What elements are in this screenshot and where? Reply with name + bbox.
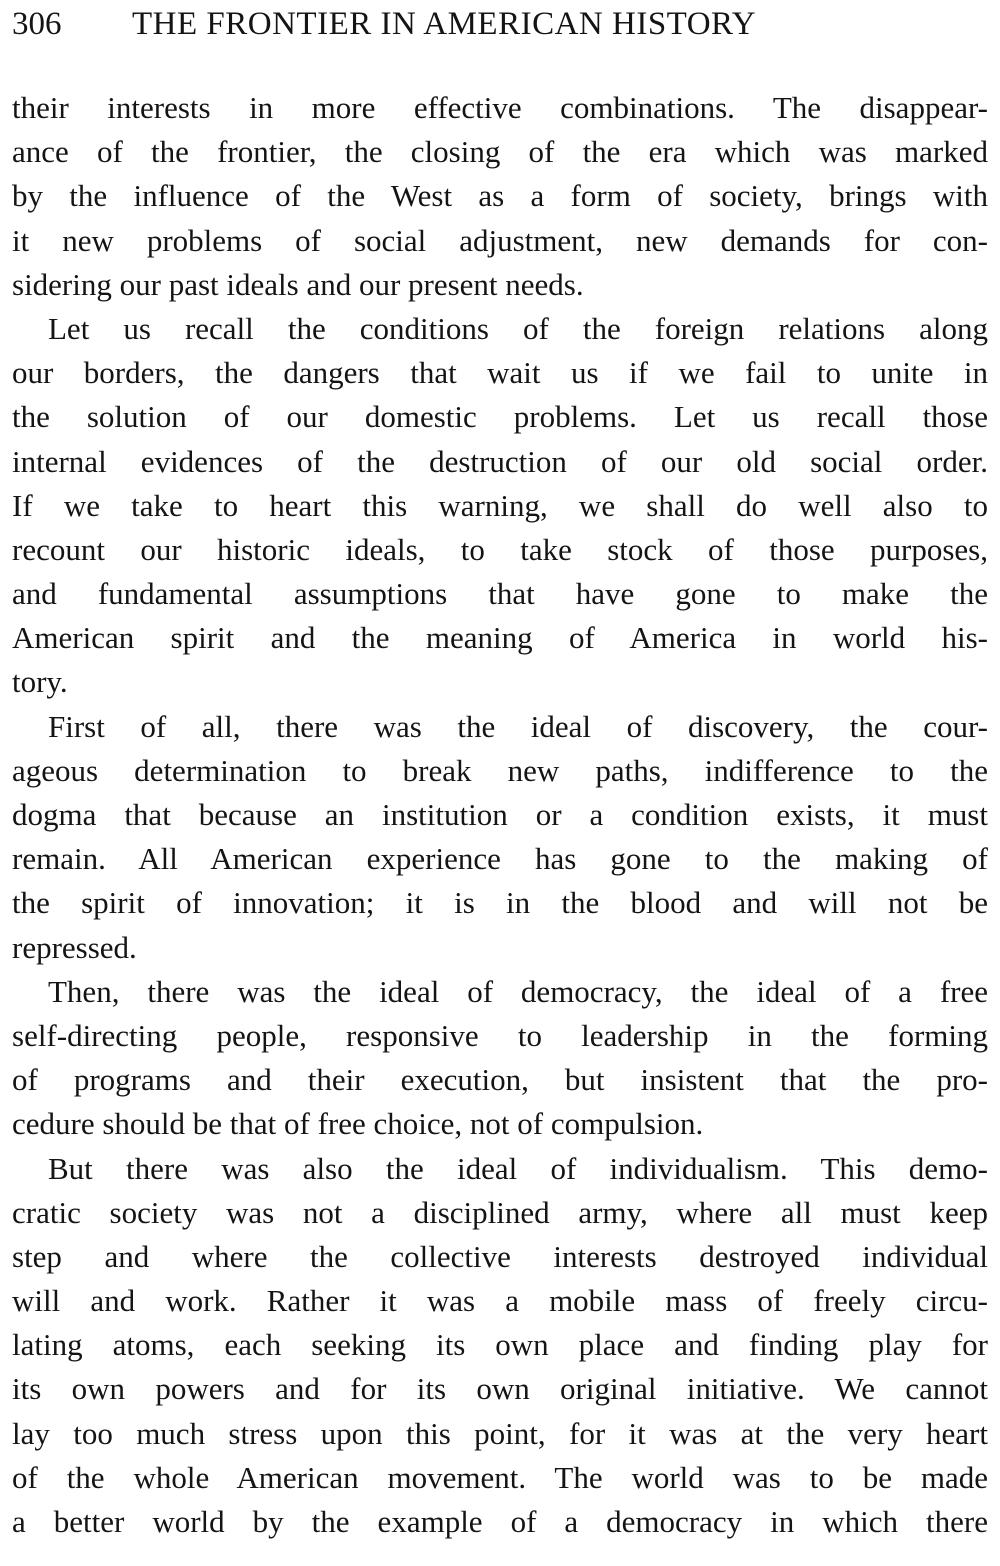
text-line: will and work. Rather it was a mobile mass of freely circu-: [12, 1283, 988, 1319]
body-text: [12, 86, 988, 1544]
text-line: of programs and their execution, but insistent that the pro-: [12, 1062, 988, 1098]
text-line: First of all, there was the ideal of discovery, the cour-: [48, 708, 988, 744]
text-line: ance of the frontier, the closing of the era which was marked: [12, 134, 988, 170]
text-line: the solution of our domestic problems. Let us recall those: [12, 399, 988, 435]
paragraph-3: [12, 705, 988, 970]
running-head: [12, 2, 992, 46]
text-line: its own powers and for its own original initiative. We cannot: [12, 1371, 988, 1407]
text-line: lay too much stress upon this point, for it was at the very heart: [12, 1415, 988, 1451]
paragraph-4: [12, 970, 988, 1147]
paragraph-5: [12, 1147, 988, 1545]
text-line: a better world by the example of a democracy in which there: [12, 1504, 988, 1539]
text-line: ageous determination to break new paths, indifference to the: [12, 752, 988, 788]
text-line: cedure should be that of free choice, not of compulsion.: [12, 1106, 704, 1142]
text-line: our borders, the dangers that wait us if we fail to unite in: [12, 355, 988, 391]
text-line: If we take to heart this warning, we shall do well also to: [12, 487, 988, 523]
text-line: remain. All American experience has gone to the making of: [12, 841, 988, 877]
text-line: of the whole American movement. The world was to be made: [12, 1459, 988, 1495]
text-line: recount our historic ideals, to take stock of those purposes,: [12, 531, 988, 567]
text-line: their interests in more effective combinations. The disappear-: [12, 90, 988, 125]
text-line: repressed.: [12, 929, 137, 965]
text-line: and fundamental assumptions that have gone to make the: [12, 576, 988, 612]
text-line: American spirit and the meaning of America in world his-: [12, 620, 988, 656]
text-line: tory.: [12, 664, 68, 700]
text-line: But there was also the ideal of individualism. This demo-: [48, 1150, 988, 1186]
text-line: sidering our past ideals and our present needs.: [12, 266, 584, 302]
paragraph-1: [12, 86, 988, 307]
book-title: THE FRONTIER IN AMERICAN HISTORY: [132, 6, 757, 42]
text-line: it new problems of social adjustment, new demands for con-: [12, 222, 988, 258]
page-number: 306: [12, 6, 62, 42]
text-line: Then, there was the ideal of democracy, the ideal of a free: [48, 973, 988, 1009]
text-line: the spirit of innovation; it is in the blood and will not be: [12, 885, 988, 921]
text-line: by the influence of the West as a form of society, brings with: [12, 178, 988, 214]
paragraph-2: [12, 307, 988, 705]
text-line: self-directing people, responsive to leadership in the forming: [12, 1017, 988, 1053]
text-line: step and where the collective interests destroyed individual: [12, 1238, 988, 1274]
text-line: lating atoms, each seeking its own place and finding play for: [12, 1327, 988, 1363]
text-line: dogma that because an institution or a condition exists, it must: [12, 797, 988, 832]
text-line: Let us recall the conditions of the foreign relations along: [48, 310, 988, 346]
text-line: cratic society was not a disciplined army, where all must keep: [12, 1194, 988, 1230]
text-line: internal evidences of the destruction of our old social order.: [12, 443, 988, 479]
